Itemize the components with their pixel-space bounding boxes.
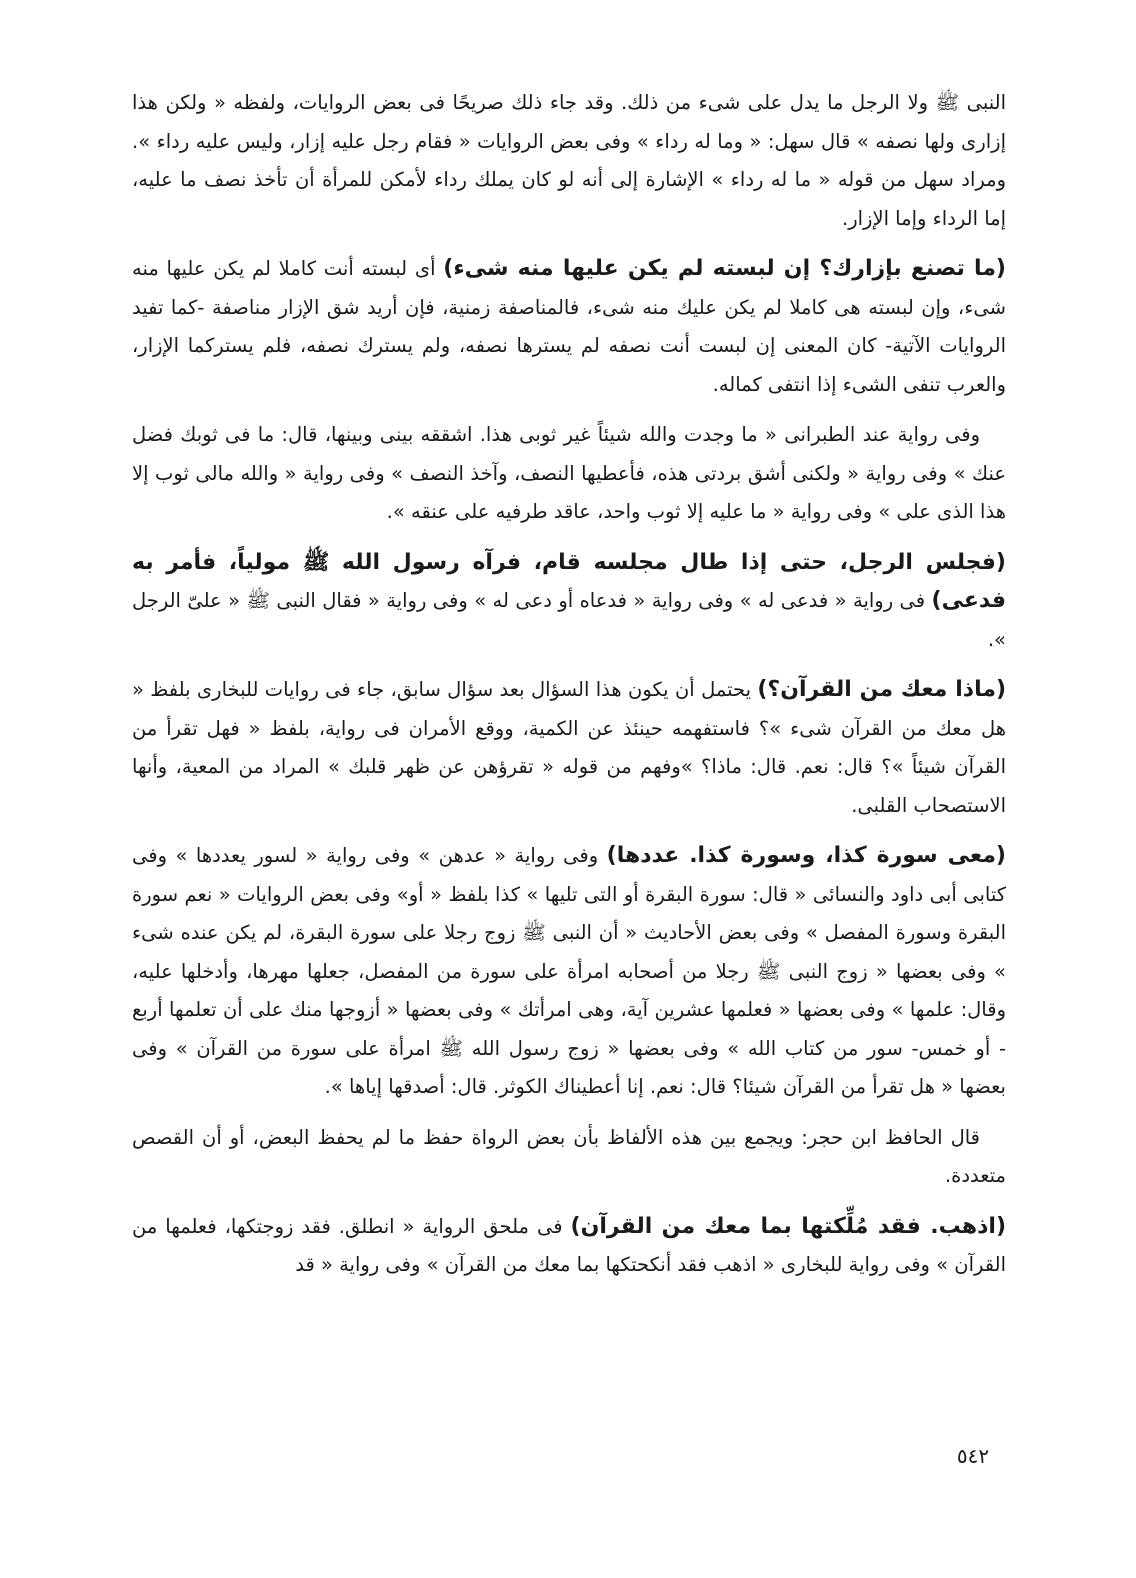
paragraph-8-text: فى ملحق الرواية « انطلق. فقد زوجتكها، فعلمها من القرآن » وفى رواية للبخارى « اذهب فقد أنكحتكها بما معك من القرآن » وفى رواية « قد bbox=[132, 1214, 1006, 1276]
paragraph-5 bbox=[132, 671, 1006, 825]
page-number: ٥٤٢ bbox=[956, 1444, 990, 1468]
paragraph-5-heading: (ماذا معك من القرآن؟) bbox=[757, 677, 1006, 702]
paragraph-4 bbox=[132, 544, 1006, 660]
paragraph-6-text: وفى رواية « عدهن » وفى رواية « لسور يعددها » وفى كتابى أبى داود والنسائى « قال: سورة البقرة أو التى تليها » كذا بلفظ « أو» وفى بعض الروايات « نعم سورة البقرة وسورة المفصل » وفى بعض الأحاديث « أن النبى ﷺ زوج رجلا على سورة البقرة، لم يكن عنده شىء » وفى بعضها « زوج النبى ﷺ رجلا من أصحابه امرأة على سورة من المفصل، جعلها مهرها، وأدخلها عليه، وقال: علمها » وفى بعضها « فعلمها عشرين آية، وهى امرأتك » وفى بعضها « أزوجها منك على أن تعلمها أربع - أو خمس- سور من كتاب الله » وفى بعضها « زوج رسول الله ﷺ امرأة على سورة من القرآن » وفى بعضها « هل تقرأ من القرآن شيئا؟ قال: نعم. إنا أعطيناك الكوثر. قال: أصدقها إياها ». bbox=[132, 844, 1006, 1098]
paragraph-8 bbox=[132, 1208, 1006, 1285]
paragraph-2 bbox=[132, 250, 1006, 404]
paragraph-6 bbox=[132, 837, 1006, 1107]
paragraph-3-text: وفى رواية عند الطبرانى « ما وجدت والله شيئاً غير ثوبى هذا. اشققه بينى وبينها، قال: ما فى ثوبك فضل عنك » وفى رواية « ولكنى أشق بردتى هذه، فأعطيها النصف، وآخذ النصف » وفى رواية « والله مالى ثوب إلا هذا الذى على » وفى رواية « ما عليه إلا ثوب واحد، عاقد طرفيه على عنقه ». bbox=[132, 423, 1006, 523]
paragraph-5-text: يحتمل أن يكون هذا السؤال بعد سؤال سابق، جاء فى روايات للبخارى بلفظ « هل معك من القرآن شىء »؟ فاستفهمه حينئذ عن الكمية، ووقع الأمران فى رواية، بلفظ « فهل تقرأ من القرآن شيئاً »؟ قال: نعم. قال: ماذا؟ »وفهم من قوله « تقرؤهن عن ظهر قلبك » المراد من المعية، وأنها الاستصحاب القلبى. bbox=[132, 678, 1006, 817]
paragraph-1-text: النبى ﷺ ولا الرجل ما يدل على شىء من ذلك. وقد جاء ذلك صريحًا فى بعض الروايات، ولفظه « ولكن هذا إزارى ولها نصفه » قال سهل: « وما له رداء » وفى بعض الروايات « فقام رجل عليه إزار، وليس عليه رداء ». ومراد سهل من قوله « ما له رداء » الإشارة إلى أنه لو كان يملك رداء لأمكن للمرأة أن تأخذ نصف ما عليه، إما الرداء وإما الإزار. bbox=[132, 91, 1006, 230]
paragraph-4-heading: (فجلس الرجل، حتى إذا طال مجلسه قام، فرآه رسول الله ﷺ مولياً، فأمر به فدعى) bbox=[132, 549, 1006, 613]
paragraph-8-heading: (اذهب. فقد مُلِّكتها بما معك من القرآن) bbox=[570, 1213, 1006, 1239]
paragraph-6-heading: (معى سورة كذا، وسورة كذا. عددها) bbox=[606, 843, 1006, 868]
paragraph-4-text: فى رواية « فدعى له » وفى رواية « فدعاه أو دعى له » وفى رواية « فقال النبى ﷺ « علىّ الرجل ». bbox=[132, 589, 1006, 651]
paragraph-2-text: أى لبسته أنت كاملا لم يكن عليها منه شىء، وإن لبسته هى كاملا لم يكن عليك منه شىء، فالمناصفة زمنية، فإن أريد شق الإزار مناصفة -كما تفيد الروايات الآتية- كان المعنى إن لبست أنت نصفه لم يسترها نصفه، ولم يسترك نصفه، فلم يستركما الإزار، والعرب تنفى الشىء إذا انتفى كماله. bbox=[132, 257, 1006, 396]
paragraph-2-heading: (ما تصنع بإزارك؟ إن لبسته لم يكن عليها منه شىء) bbox=[443, 256, 1006, 281]
paragraph-7-text: قال الحافظ ابن حجر: ويجمع بين هذه الألفاظ بأن بعض الرواة حفظ ما لم يحفظ البعض، أو أن القصص متعددة. bbox=[132, 1125, 1006, 1187]
paragraph-7 bbox=[132, 1119, 1006, 1196]
paragraph-3 bbox=[132, 416, 1006, 532]
page-body bbox=[132, 84, 1006, 1297]
paragraph-1 bbox=[132, 84, 1006, 238]
